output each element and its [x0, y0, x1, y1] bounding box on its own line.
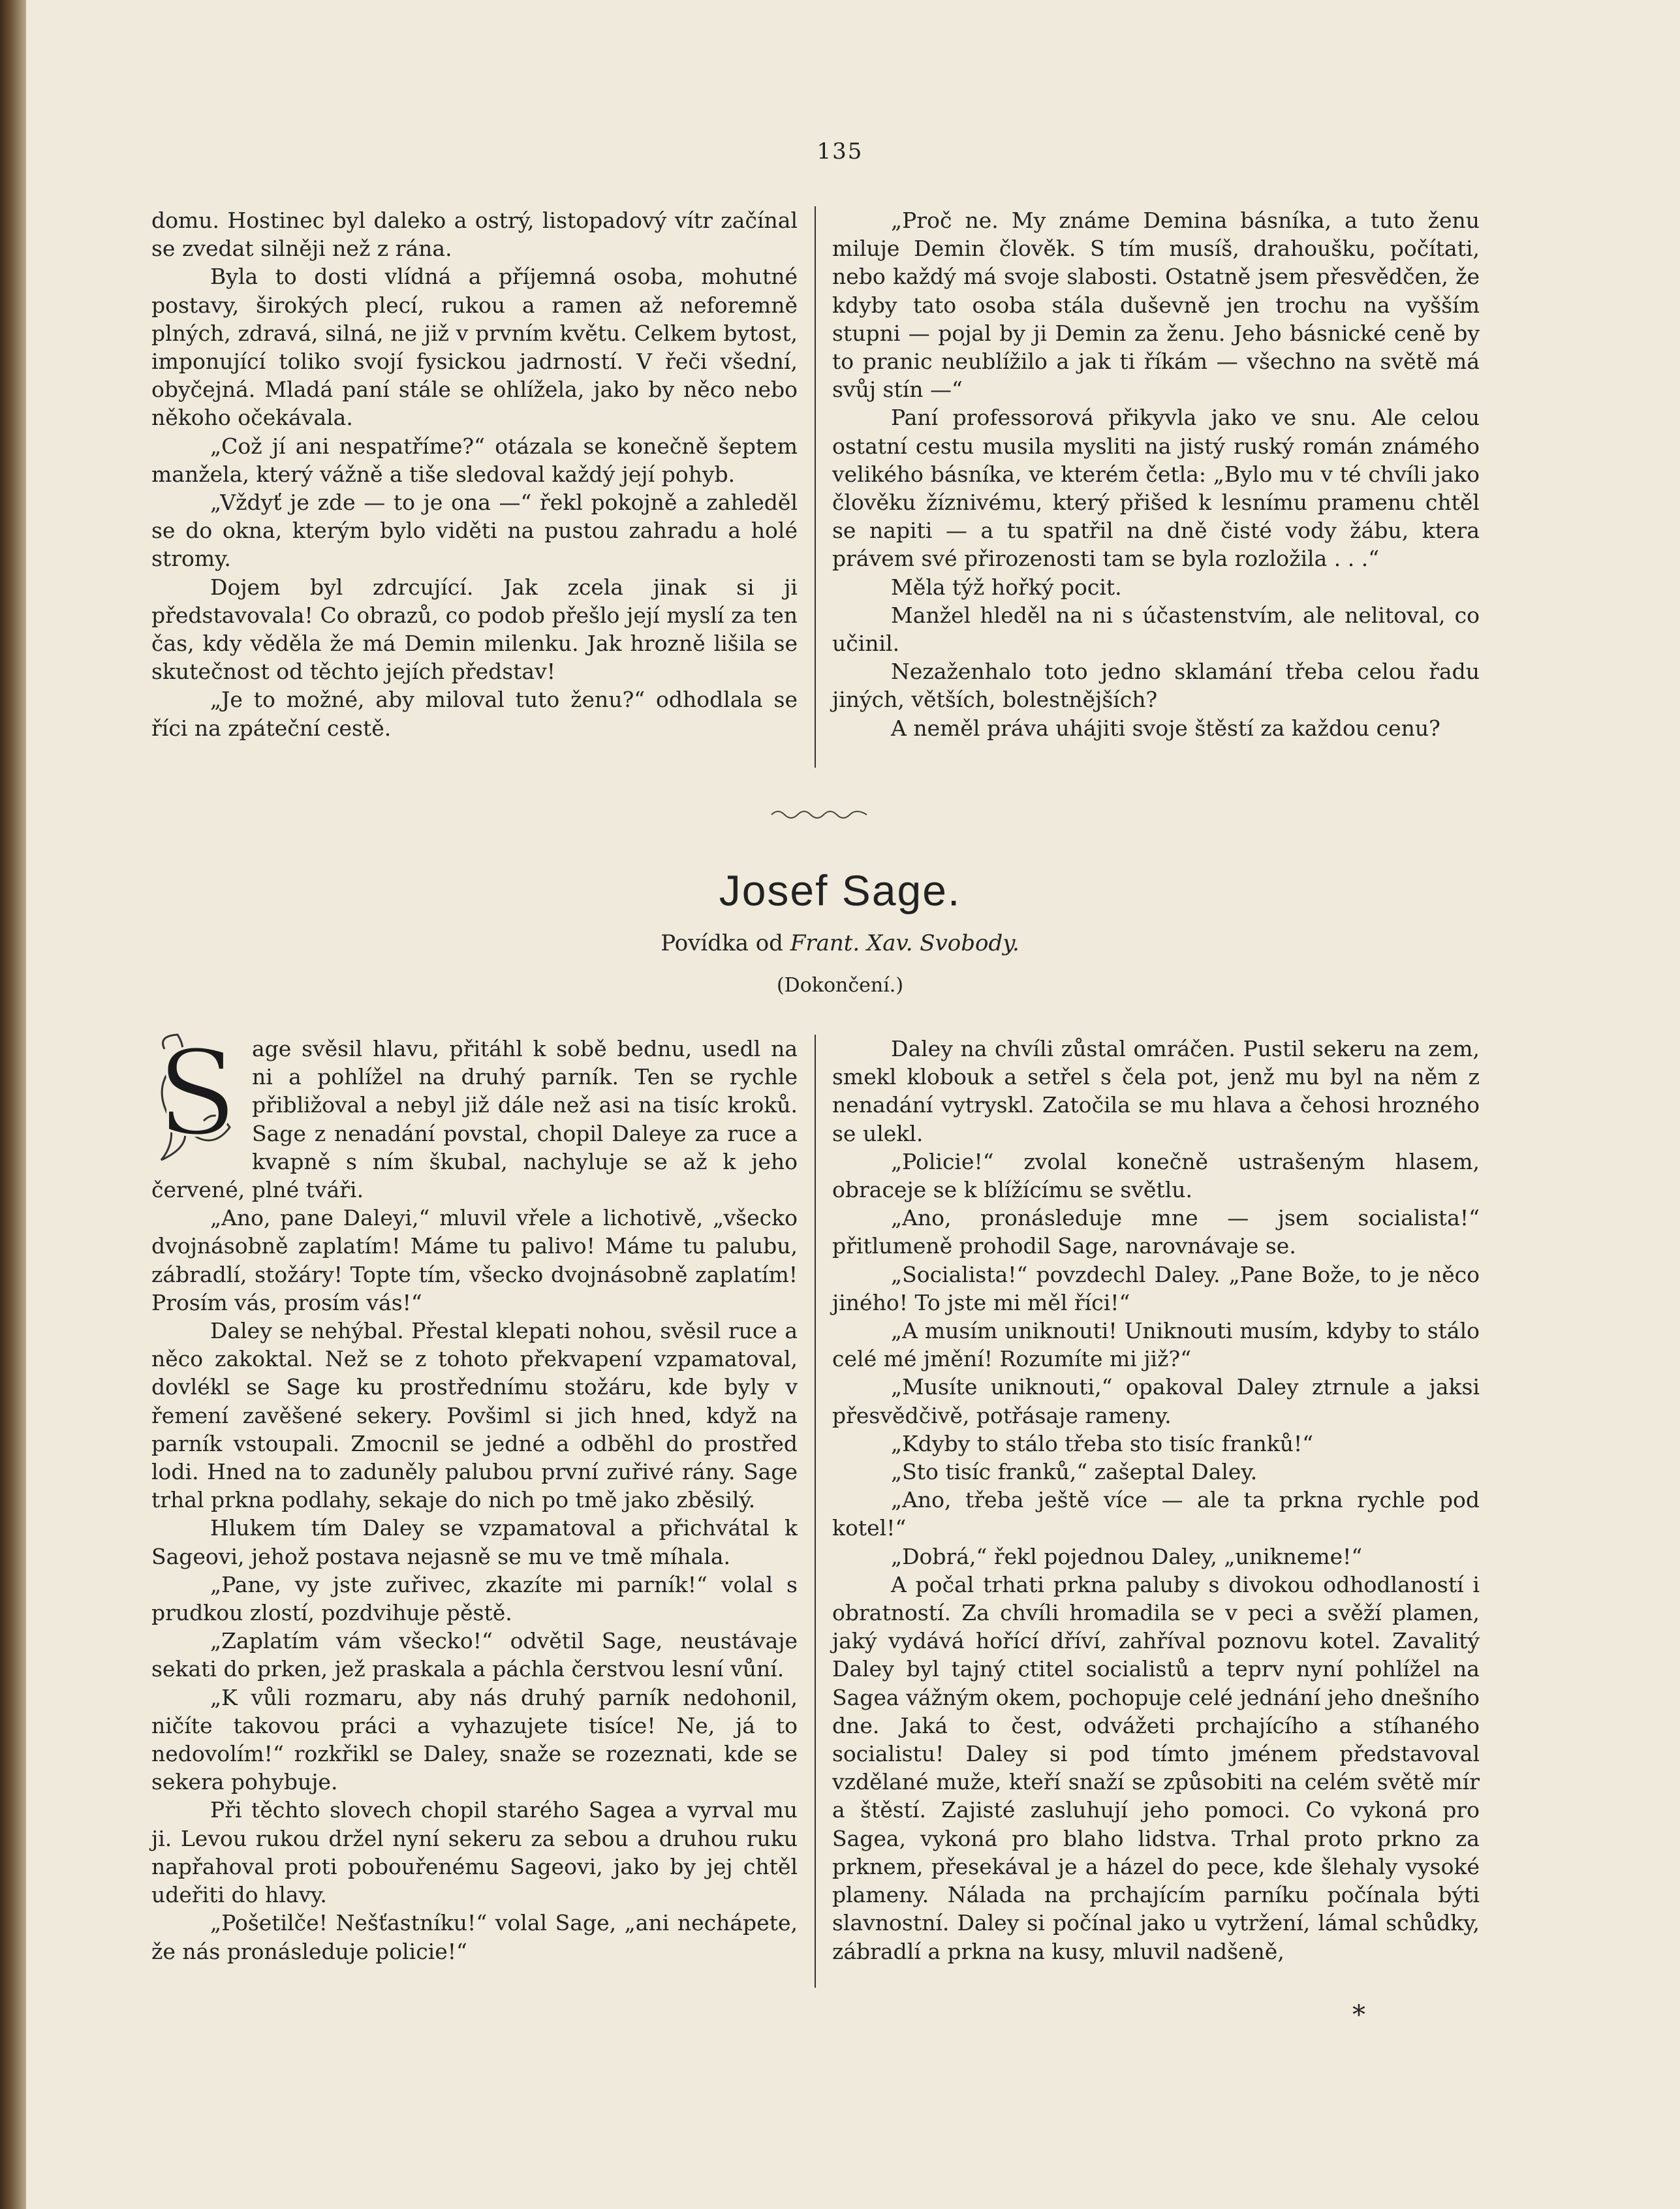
paragraph — [151, 1317, 798, 1514]
paragraph-text: A neměl práva uhájiti svoje štěstí za každou cenu? — [891, 715, 1440, 741]
paragraph-text: Dojem byl zdrcující. Jak zcela jinak si ji představovala! Co obrazů, co podob přešlo její myslí za ten čas, kdy věděla že má Demin milenku. Jak hrozně lišila se skutečnost od těchto jejích představ! — [151, 574, 798, 685]
paragraph-text: domu. Hostinec byl daleko a ostrý, listopadový vítr začínal se zvedat silněji než z rána. — [151, 208, 798, 262]
paragraph-text: „Zaplatím vám všecko!“ odvětil Sage, neustávaje sekati do prken, jež praskala a páchla čerstvou lesní vůní. — [151, 1628, 798, 1682]
paragraph — [832, 1261, 1480, 1317]
bottom-right-column — [832, 1035, 1480, 1966]
paragraph-text: „Což jí ani nespatříme?“ otázala se konečně šeptem manžela, který vážně a tiše sledoval každý její pohyb. — [151, 433, 798, 487]
page-number: 135 — [817, 138, 863, 164]
paragraph-text: „K vůli rozmaru, aby nás druhý parník nedohonil, ničíte takovou práci a vyhazujete tisíce! Ne, já to nedovolím!“ rozkřikl se Daley, snaže se rozeznati, kde se sekera pohybuje. — [151, 1684, 798, 1795]
story-byline — [0, 930, 1680, 956]
ornate-dropcap — [151, 1029, 243, 1168]
story-title: Josef Sage. — [719, 866, 961, 915]
paragraph — [832, 206, 1480, 403]
paragraph — [151, 1204, 798, 1317]
paragraph-text: „Sto tisíc franků,“ zašeptal Daley. — [891, 1459, 1258, 1485]
paragraph — [151, 262, 798, 431]
paragraph-text: Nezaženhalo toto jedno sklamání třeba celou řadu jiných, větších, bolestnějších? — [832, 659, 1480, 713]
paragraph — [832, 1430, 1480, 1458]
paragraph — [832, 1204, 1480, 1260]
paragraph — [151, 1684, 798, 1796]
paragraph — [151, 206, 798, 262]
paragraph — [151, 432, 798, 488]
paragraph — [832, 1148, 1480, 1204]
paragraph — [151, 685, 798, 742]
paragraph-text: Při těchto slovech chopil starého Sagea a vyrval mu ji. Levou rukou držel nyní sekeru za sebou a druhou ruku napřahoval proti pobouřenému Sageovi, jako by jej chtěl udeřiti do hlavy. — [151, 1797, 798, 1908]
paragraph — [151, 1627, 798, 1683]
paragraph — [832, 1543, 1480, 1571]
paragraph-text: „Socialista!“ povzdechl Daley. „Pane Bože, to je něco jiného! To jste mi měl říci!“ — [832, 1261, 1480, 1315]
paragraph — [832, 1317, 1480, 1373]
column-divider-bottom — [815, 1035, 816, 1988]
top-right-column — [832, 206, 1480, 742]
paragraph — [151, 1796, 798, 1909]
paragraph-text: „Ano, pronásleduje mne — jsem socialista!“ přitlumeně prohodil Sage, narovnávaje se. — [832, 1205, 1480, 1259]
paragraph — [151, 488, 798, 573]
paragraph — [832, 573, 1480, 601]
paragraph — [832, 1373, 1480, 1429]
paragraph — [832, 1486, 1480, 1542]
paragraph — [151, 573, 798, 686]
paragraph-text: Paní professorová přikyvla jako ve snu. Ale celou ostatní cestu musila mysliti na jistý ruský román známého velikého básníka, ve kterém četla: „Bylo mu v té chvíli jako člověku žíznivému, který přišed k lesnímu pramenu chtěl se napiti — a tu spatřil na dně čisté vody žábu, ktera právem své přirozenosti tam se byla rozložila . . .“ — [832, 405, 1480, 572]
paragraph — [832, 1035, 1480, 1148]
paragraph-text: „Pošetilče! Nešťastníku!“ volal Sage, „ani nechápete, že nás pronásleduje policie!“ — [151, 1910, 798, 1964]
paragraph-text: „Ano, třeba ještě více — ale ta prkna rychle pod kotel!“ — [832, 1487, 1480, 1541]
paragraph-text: Daley na chvíli zůstal omráčen. Pustil sekeru na zem, smekl klobouk a setřel s čela pot, jenž mu byl na něm z nenadání vytryskl. Zatočila se mu hlava a čehosi hrozného se ulekl. — [832, 1036, 1480, 1146]
paragraph-text: age svěsil hlavu, přitáhl k sobě bednu, usedl na ni a pohlížel na druhý parník. Ten se rychle přibližoval a nebyl již dále než asi na tisíc kroků. Sage z nenadání povstal, chopil Daleye za ruce a kvapně s ním škubal, nachyluje se až k jeho červené, plné tváři. — [151, 1036, 798, 1203]
paragraph-text: Měla týž hořký pocit. — [891, 574, 1122, 600]
paragraph-text: „Musíte uniknouti,“ opakoval Daley ztrnule a jaksi přesvědčivě, potřásaje rameny. — [832, 1374, 1480, 1428]
paragraph — [832, 1571, 1480, 1966]
paragraph-text: Hlukem tím Daley se vzpamatoval a přichvátal k Sageovi, jehož postava nejasně se mu ve tmě míhala. — [151, 1515, 798, 1569]
paragraph — [832, 601, 1480, 657]
byline-prefix: Povídka od — [661, 930, 783, 956]
paragraph-text: „Vždyť je zde — to je ona —“ řekl pokojně a zahleděl se do okna, kterým bylo viděti na pustou zahradu a holé stromy. — [151, 490, 798, 572]
paragraph — [151, 1514, 798, 1570]
bottom-left-column — [151, 1029, 798, 1966]
paragraph — [832, 1458, 1480, 1486]
paragraph-text: „Proč ne. My známe Demina básníka, a tuto ženu miluje Demin člověk. S tím musíš, drahoušku, počítati, nebo každý má svoje slabosti. Ostatně jsem přesvědčen, že kdyby tato osoba stála duševně jen trochu na vyšším stupni — pojal by ji Demin za ženu. Jeho básnické ceně by to pranic neublížilo a jak ti říkám — všechno na světě má svůj stín —“ — [832, 208, 1480, 403]
section-ornament — [770, 807, 868, 820]
book-gutter — [0, 0, 26, 2209]
paragraph-text: Daley se nehýbal. Přestal klepati nohou, svěsil ruce a něco zakoktal. Než se z tohoto překvapení vzpamatoval, dovlékl se Sage ku prostřednímu stožáru, kde byly v řemení zavěšené sekery. Povšiml si jich hned, když na parník vstoupali. Zmocnil se jedné a odběhl do prostřed lodi. Hned na to zaduněly palubou první zuřivé rány. Sage trhal prkna podlahy, sekaje do nich po tmě jako zběsilý. — [151, 1318, 798, 1513]
paragraph — [832, 714, 1480, 742]
paragraph — [832, 657, 1480, 713]
top-left-column — [151, 206, 798, 742]
paragraph — [151, 1909, 798, 1965]
byline-author: Frant. Xav. Svobody. — [790, 930, 1019, 956]
paragraph-text: „Je to možné, aby miloval tuto ženu?“ odhodlala se říci na zpáteční cestě. — [151, 687, 798, 741]
paragraph — [832, 403, 1480, 572]
continuation-note: (Dokončení.) — [776, 974, 904, 997]
column-divider-top — [815, 206, 816, 768]
paragraph-text: Manžel hleděl na ni s účastenstvím, ale nelitoval, co učinil. — [832, 602, 1480, 657]
paragraph-text: „Ano, pane Daleyi,“ mluvil vřele a lichotivě, „všecko dvojnásobně zaplatím! Máme tu palivo! Máme tu palubu, zábradlí, stožáry! Topte tím, všecko dvojnásobně zaplatím! Prosím vás, prosím vás!“ — [151, 1205, 798, 1315]
footer-asterisk: * — [1352, 2000, 1365, 2030]
paragraph — [151, 1571, 798, 1627]
paragraph-text: A počal trhati prkna paluby s divokou odhodlaností i obratností. Za chvíli hromadila se v peci a svěží plamen, jaký vydává hořící dříví, zahříval poznovu kotel. Zavalitý Daley byl tajný ctitel socialistů a teprv nyní pohlížel na Sagea vážným okem, pochopuje celé jednání jeho dnešního dne. Jaká to čest, odvážeti prchajícího a stíhaného socialistu! Daley si pod tímto jménem představoval vzdělané muže, kteří snaží se způsobiti na celém světě mír a štěstí. Zajisté zasluhují jeho pomoci. Co vykoná pro Sagea, vykoná pro blaho lidstva. Trhal proto prkno za prknem, přesekával je a házel do pece, kde šlehaly vysoké plameny. Nálada na prchajícím parníku počínala býti slavnostní. Daley si počínal jako u vytržení, lámal schůdky, zábradlí a prkna na kusy, mluvil nadšeně, — [832, 1571, 1480, 1964]
paragraph-text: „Dobrá,“ řekl pojednou Daley, „unikneme!“ — [891, 1543, 1363, 1569]
paragraph — [151, 1029, 798, 1204]
dropcap-letter: S — [157, 1029, 238, 1162]
paragraph-text: „Kdyby to stálo třeba sto tisíc franků!“ — [891, 1430, 1314, 1456]
paragraph-text: „Policie!“ zvolal konečně ustrašeným hlasem, obraceje se k blížícímu se světlu. — [832, 1148, 1480, 1203]
paragraph-text: „A musím uniknouti! Uniknouti musím, kdyby to stálo celé mé jmění! Rozumíte mi již?“ — [832, 1318, 1480, 1372]
paragraph-text: „Pane, vy jste zuřivec, zkazíte mi parník!“ volal s prudkou zlostí, pozdvihuje pěstě. — [151, 1571, 798, 1626]
paragraph-text: Byla to dosti vlídná a příjemná osoba, mohutné postavy, širokých plecí, rukou a ramen až neforemně plných, zdravá, silná, ne již v prvním květu. Celkem bytost, imponující toliko svojí fysickou jadrností. V řeči všední, obyčejná. Mladá paní stále se ohlížela, jako by něco nebo někoho očekávala. — [151, 264, 798, 431]
